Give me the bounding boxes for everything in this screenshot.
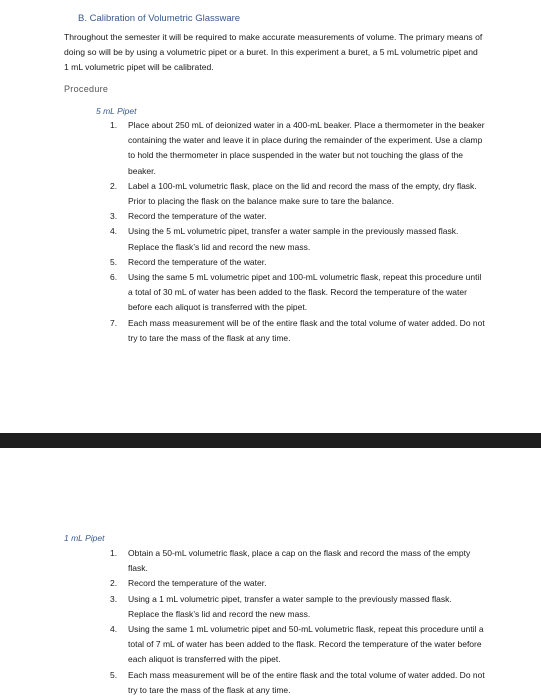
step-text: Obtain a 50-mL volumetric flask, place a cap on the flask and record the mass of the empty flask. <box>128 548 471 574</box>
step-number: 4. <box>110 226 118 237</box>
step-number: 7. <box>110 317 118 328</box>
step-text: Using the 5 mL volumetric pipet, transfer a water sample in the previously massed flask. Replace the flask’s lid and record the new mass. <box>128 226 459 252</box>
step-text: Using the same 1 mL volumetric pipet and 50-mL volumetric flask, repeat this procedure until a total of 7 mL of water has been added to the flask. Record the temperature of the water before each aliquot is transferred with the pipet. <box>128 624 484 665</box>
step-number: 4. <box>110 624 118 635</box>
step-number: 6. <box>110 272 118 283</box>
step-text: Each mass measurement will be of the entire flask and the total volume of water added. Do not try to tare the mass of the flask at any time. <box>128 669 485 695</box>
step-number: 1. <box>110 120 118 130</box>
step-text: Record the temperature of the water. <box>128 211 267 222</box>
step-text: Place about 250 mL of deionized water in a 400-mL beaker. Place a thermometer in the beaker containing the water and leave it in place during the remainder of the experiment. Use a clamp to hold the thermometer in place suspended in the water but not touching the glass of the beaker. <box>128 120 485 176</box>
step-number: 1. <box>110 548 118 558</box>
steps-list-5ml-pipet <box>110 118 485 346</box>
steps-list-1ml-pipet <box>110 546 485 698</box>
intro-paragraph: Throughout the semester it will be required to make accurate measurements of volume. The primary means of doing so will be by using a volumetric pipet or a buret. In this experiment a buret, a 5 mL volumetric pipet and 1 mL volumetric pipet will be calibrated. <box>64 32 483 72</box>
step-number: 5. <box>110 669 118 680</box>
list-item <box>110 576 485 591</box>
step-text: Record the temperature of the water. <box>128 578 267 589</box>
step-text: Using the same 5 mL volumetric pipet and 100-mL volumetric flask, repeat this procedure until a total of 30 mL of water has been added to the flask. Record the temperature of the water before each aliquot is transferred with the pipet. <box>128 272 482 313</box>
step-text: Using a 1 mL volumetric pipet, transfer a water sample to the previously massed flask. Replace the flask’s lid and record the new mass. <box>128 593 452 619</box>
list-item <box>110 316 485 346</box>
list-item <box>110 546 485 576</box>
section-title: B. Calibration of Volumetric Glassware <box>78 13 241 24</box>
list-item <box>110 622 485 668</box>
subheading-1ml-pipet: 1 mL Pipet <box>64 533 105 543</box>
step-number: 5. <box>110 256 118 267</box>
subheading-5ml-pipet: 5 mL Pipet <box>96 106 137 116</box>
step-number: 2. <box>110 578 118 589</box>
list-item <box>110 668 485 698</box>
list-item <box>110 179 485 209</box>
step-number: 2. <box>110 180 118 191</box>
list-item <box>110 255 485 270</box>
step-number: 3. <box>110 593 118 604</box>
step-text: Label a 100-mL volumetric flask, place on the lid and record the mass of the empty, dry flask. Prior to placing the flask on the balance make sure to tare the balance. <box>128 180 477 207</box>
list-item <box>110 118 485 179</box>
list-item <box>110 270 485 316</box>
page-break-bar <box>0 433 541 448</box>
step-text: Each mass measurement will be of the entire flask and the total volume of water added. Do not try to tare the mass of the flask at any time. <box>128 317 485 343</box>
step-text: Record the temperature of the water. <box>128 256 267 267</box>
list-item <box>110 224 485 254</box>
procedure-heading: Procedure <box>64 84 109 94</box>
list-item <box>110 209 485 224</box>
step-number: 3. <box>110 211 118 222</box>
list-item <box>110 592 485 622</box>
